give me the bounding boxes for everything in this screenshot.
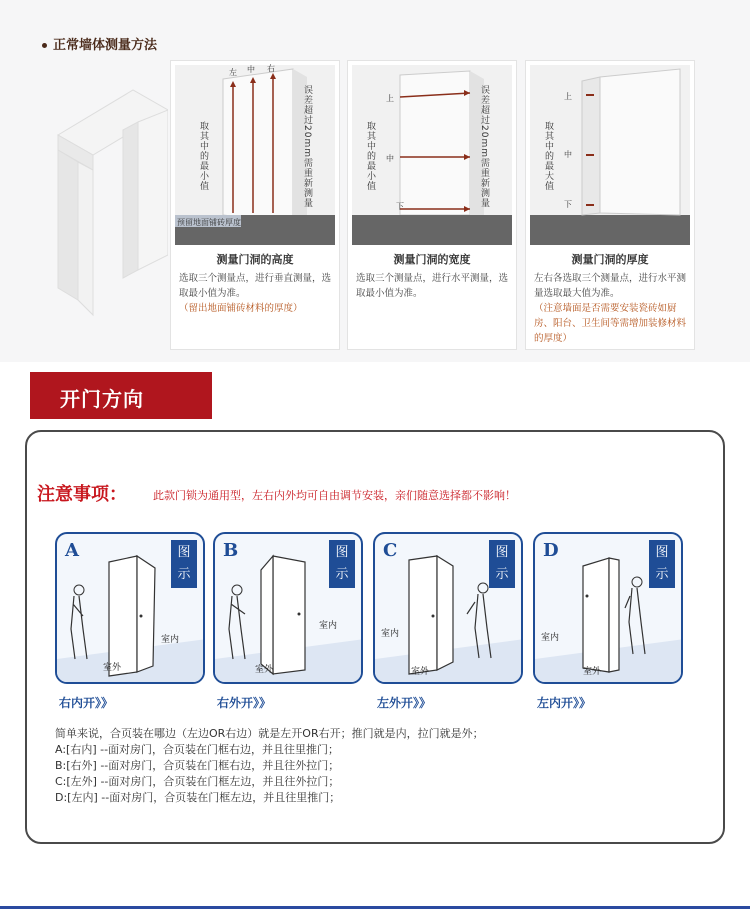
vtext-min: 取其中的最小值 <box>198 121 208 191</box>
label-left: 左 <box>229 68 237 77</box>
label-top: 上 <box>564 92 572 101</box>
label-bottom: 下 <box>396 202 404 211</box>
panel-thickness <box>525 60 695 350</box>
door-card-c <box>373 532 523 684</box>
panel-note: （注意墙面是否需要安装瓷砖如厨房、阳台、卫生间等需增加装修材料的厚度） <box>534 303 687 344</box>
diagram-tag: 图 示 <box>649 540 675 588</box>
label-left-inward: 左内开》》 <box>537 696 592 710</box>
card-letter: B <box>223 540 239 561</box>
explain-line-a: A:[右内] --面对房门，合页装在门框右边，并且往里推门； <box>55 743 340 756</box>
panel-width <box>347 60 517 350</box>
card-letter: D <box>543 540 559 561</box>
floor-label: 预留地面铺砖厚度 <box>177 218 241 227</box>
door-card-a <box>55 532 205 684</box>
indoor-label: 室内 <box>319 621 338 631</box>
wall-3d-illustration <box>38 75 168 320</box>
section-title: 正常墙体测量方法 <box>42 34 157 53</box>
vtext-error: 误差超过20mm需重新测量 <box>479 85 489 208</box>
indoor-label: 室内 <box>161 635 180 645</box>
panel-title: 测量门洞的厚度 <box>571 253 649 266</box>
outdoor-label: 室外 <box>103 663 122 673</box>
indoor-label: 室内 <box>541 633 560 643</box>
card-letter: C <box>383 540 398 561</box>
notice-title: 注意事项： <box>37 484 127 505</box>
indoor-label: 室内 <box>381 629 400 639</box>
panel-text: 选取三个测量点，进行水平测量，选取最小值为准。 <box>356 273 509 299</box>
vtext-min: 取其中的最小值 <box>365 121 375 191</box>
bullet-icon <box>42 43 47 48</box>
measurement-section <box>0 0 750 362</box>
notice-text: 此款门锁为通用型，左右内外均可自由调节安装，亲们随意选择都不影响！ <box>153 489 516 502</box>
label-middle: 中 <box>247 65 255 74</box>
label-right-inward: 右内开》》 <box>59 696 114 710</box>
label-right: 右 <box>267 64 275 73</box>
label-top: 上 <box>386 94 394 103</box>
vtext-max: 取其中的最大值 <box>543 121 553 191</box>
panel-height <box>170 60 340 350</box>
diagram-tag: 图 示 <box>171 540 197 588</box>
label-right-outward: 右外开》》 <box>217 696 272 710</box>
door-card-b <box>213 532 363 684</box>
door-card-d <box>533 532 683 684</box>
outdoor-label: 室外 <box>583 667 602 677</box>
panel-text: 选取三个测量点，进行垂直测量，选取最小值为准。 <box>179 273 332 299</box>
outdoor-label: 室外 <box>411 667 430 677</box>
panel-title: 测量门洞的宽度 <box>393 253 471 266</box>
diagram-tag: 图 示 <box>489 540 515 588</box>
panel-note: （留出地面铺砖材料的厚度） <box>179 303 303 314</box>
explain-line: 简单来说，合页装在哪边（左边OR右边）就是左开OR右开；推门就是内，拉门就是外； <box>55 727 484 740</box>
label-middle: 中 <box>564 150 572 159</box>
label-middle: 中 <box>386 154 394 163</box>
explain-line-b: B:[右外] --面对房门，合页装在门框右边，并且往外拉门； <box>55 759 340 772</box>
panel-title: 测量门洞的高度 <box>216 253 294 266</box>
explanation-text <box>55 726 715 806</box>
label-left-outward: 左外开》》 <box>377 696 432 710</box>
panel-text: 左右各选取三个测量点，进行水平测量选取最大值为准。 <box>534 273 687 299</box>
label-bottom: 下 <box>564 200 572 209</box>
outdoor-label: 室外 <box>255 665 274 675</box>
explain-line-d: D:[左内] --面对房门，合页装在门框左边，并且往里推门； <box>55 791 341 804</box>
card-letter: A <box>65 540 79 561</box>
banner-label: 开门方向 <box>60 387 144 411</box>
explain-line-c: C:[左外] --面对房门，合页装在门框左边，并且往外拉门； <box>55 775 340 788</box>
door-direction-box <box>25 430 725 844</box>
open-direction-banner <box>30 372 212 419</box>
diagram-tag: 图 示 <box>329 540 355 588</box>
vtext-error: 误差超过20mm需重新测量 <box>302 85 312 208</box>
